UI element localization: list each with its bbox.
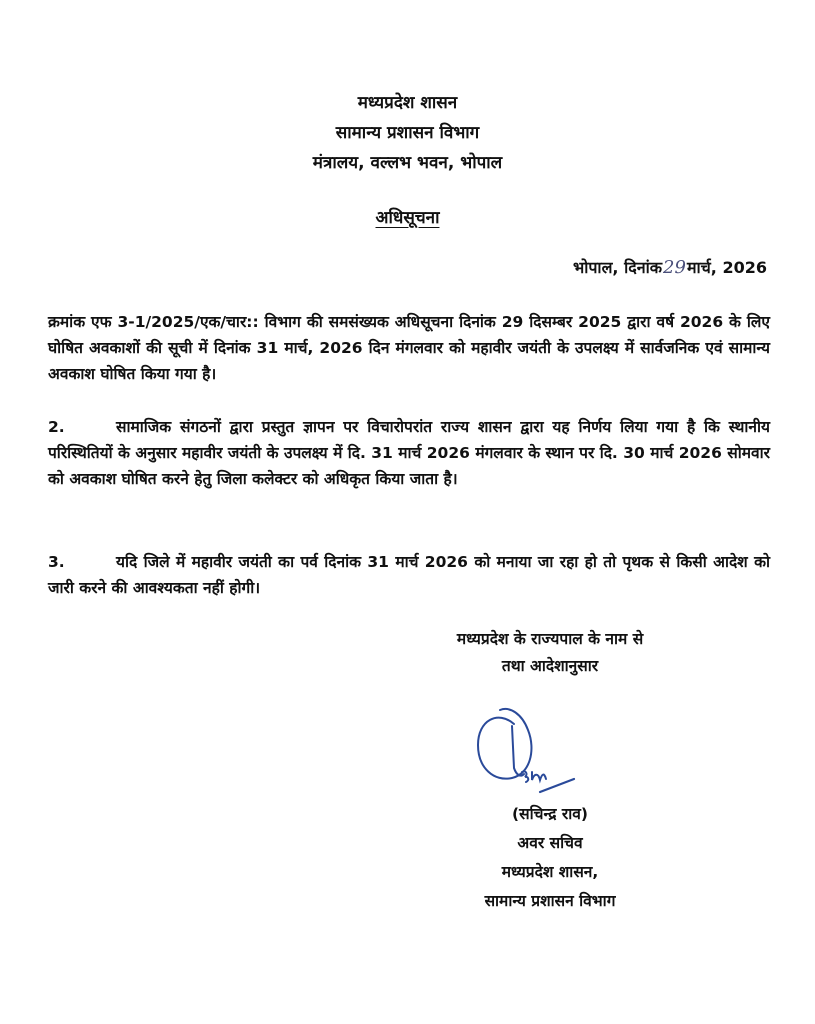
paragraph-number: 2. xyxy=(48,418,65,436)
dateline-handwritten-day: 29 xyxy=(663,257,686,278)
signatory-block xyxy=(430,800,670,916)
header-department: सामान्य प्रशासन विभाग xyxy=(335,123,480,143)
paragraph-text: क्रमांक एफ 3-1/2025/एक/चार:: विभाग की समसंख्यक अधिसूचना दिनांक 29 दिसम्बर 2025 द्वारा वर्ष 2026 के लिए घोषित अवकाशों की सूची में दिनांक 31 मार्च, 2026 दिन मंगलवार को महावीर जयंती के उपलक्ष्य में सार्वजनिक एवं सामान्य अवकाश घोषित किया गया है। xyxy=(48,313,770,383)
header-government: मध्यप्रदेश शासन xyxy=(357,93,458,113)
signatory-org-1: मध्यप्रदेश शासन, xyxy=(501,863,599,881)
document-title xyxy=(0,205,815,228)
authority-closing xyxy=(400,626,700,680)
dateline xyxy=(573,256,767,278)
paragraph-number: 3. xyxy=(48,553,65,571)
dateline-month-year: मार्च, 2026 xyxy=(686,258,767,277)
signature-icon xyxy=(470,700,630,800)
signatory-org-2: सामान्य प्रशासन विभाग xyxy=(484,892,616,910)
letterhead xyxy=(0,88,815,178)
paragraph-1 xyxy=(48,309,770,387)
paragraph-3 xyxy=(48,549,770,601)
title-text: अधिसूचना xyxy=(375,208,440,228)
paragraph-2 xyxy=(48,414,770,492)
closing-line-1: मध्यप्रदेश के राज्यपाल के नाम से xyxy=(456,630,644,648)
handwritten-signature xyxy=(470,700,630,800)
header-address: मंत्रालय, वल्लभ भवन, भोपाल xyxy=(312,153,503,173)
dateline-place: भोपाल, दिनांक xyxy=(572,258,663,277)
signatory-designation: अवर सचिव xyxy=(517,834,583,852)
paragraph-text: यदि जिले में महावीर जयंती का पर्व दिनांक 31 मार्च 2026 को मनाया जा रहा हो तो पृथक से किसी आदेश को जारी करने की आवश्यकता नहीं होगी। xyxy=(48,553,770,597)
signatory-name: (सचिन्द्र राव) xyxy=(512,805,588,823)
closing-line-2: तथा आदेशानुसार xyxy=(501,657,599,675)
paragraph-text: सामाजिक संगठनों द्वारा प्रस्तुत ज्ञापन पर विचारोपरांत राज्य शासन द्वारा यह निर्णय लिया गया है कि स्थानीय परिस्थितियों के अनुसार महावीर जयंती के उपलक्ष्य में दि. 31 मार्च 2026 मंगलवार के स्थान पर दि. 30 मार्च 2026 सोमवार को अवकाश घोषित करने हेतु जिला कलेक्टर को अधिकृत किया जाता है। xyxy=(48,418,770,488)
